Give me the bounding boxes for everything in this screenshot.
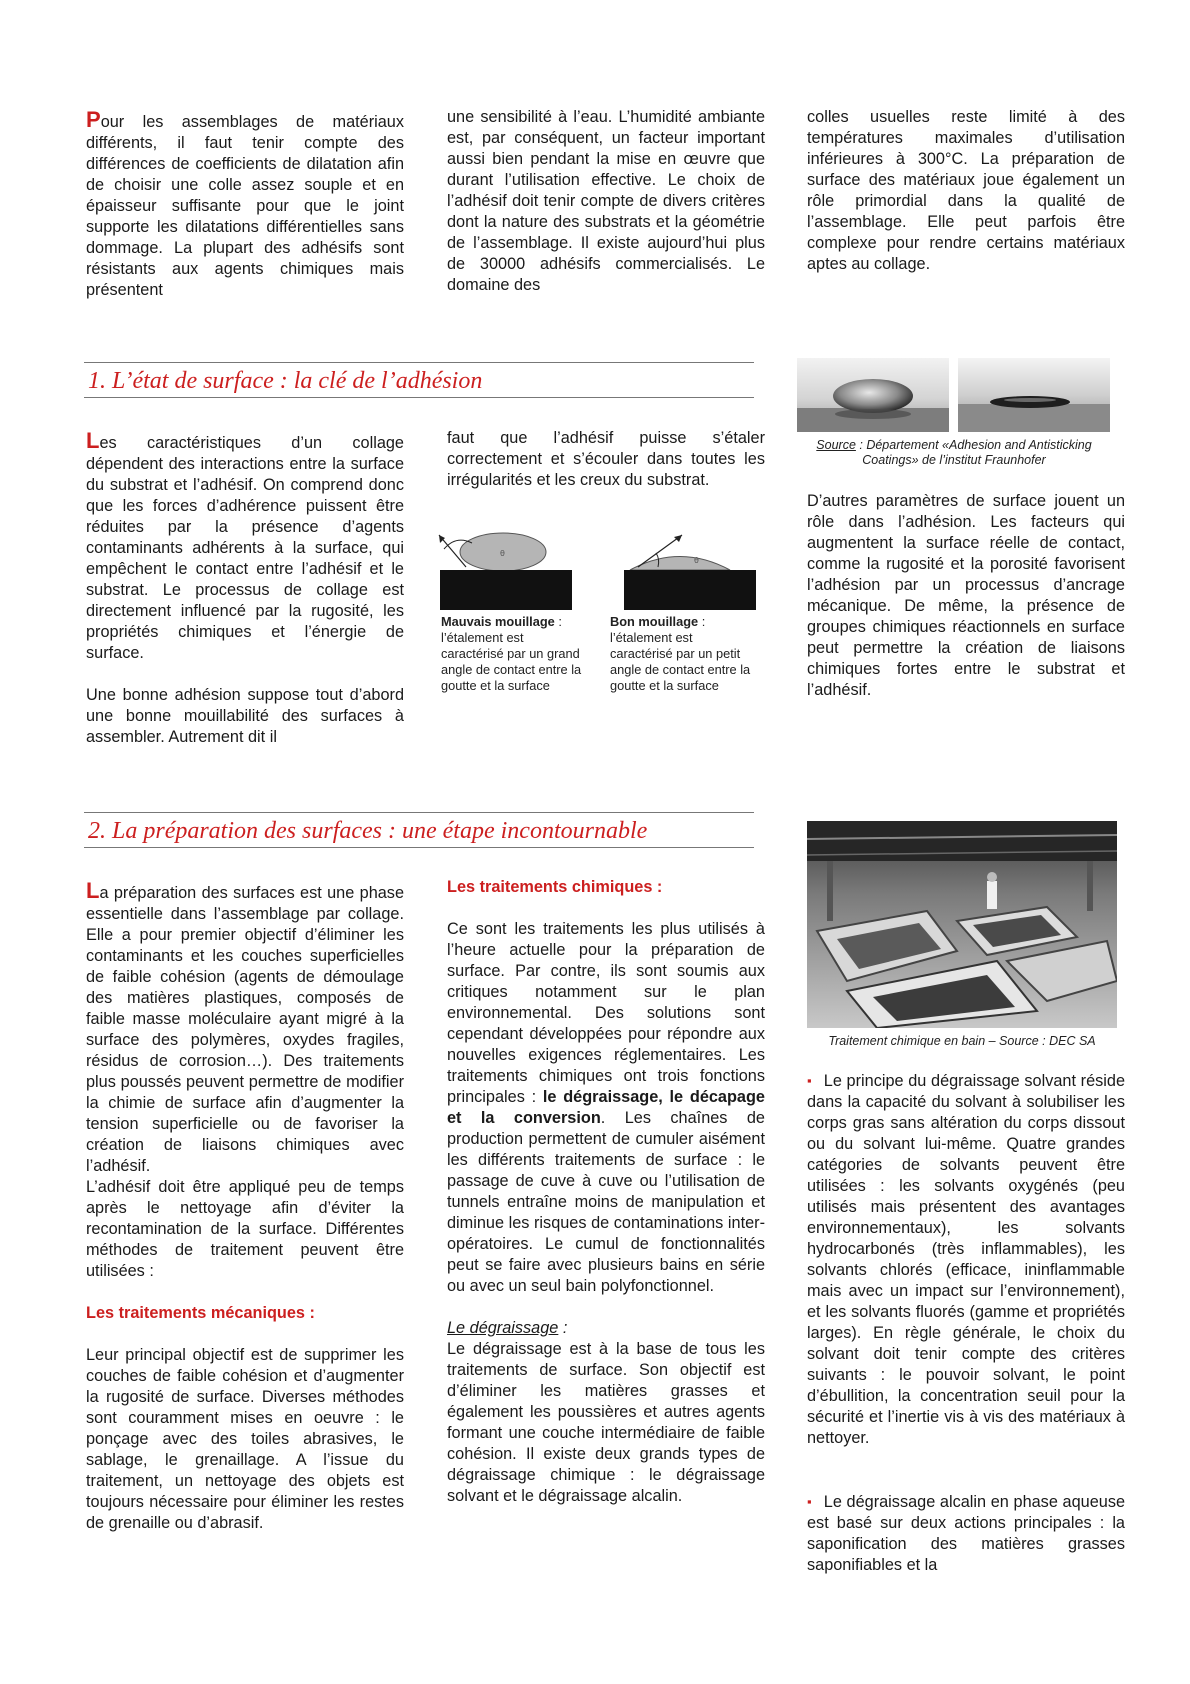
mechanical-treatments-text: Leur principal objectif est de supprimer les couches de faible cohésion et d’augmenter la rugosité de surface. Diverses méthodes sont couramment mises en oeuvre : le ponçage avec des toiles abrasives, le sablage, le grenaillage. A l’issue du traitement, un nettoyage des objets est toujours nécessaire pour éliminer les restes de grenaille ou d’abrasif. (86, 1346, 404, 1532)
droplet-photo-left (797, 358, 949, 432)
intro-text-2: une sensibilité à l’eau. L’humidité ambiante est, par conséquent, un facteur important aussi bien pendant la mise en œuvre que durant l’utilisation effective. Le choix de l’adhésif doit tenir compte de divers critères dont la nature des substrats et la géométrie de l’assemblage. Il existe aujourd’hui plus de 30000 adhésifs commercialisés. Le domaine des (447, 108, 765, 294)
section-1-text-3: faut que l’adhésif puisse s’étaler correctement et s’écouler dans toutes les irrégularités et les creux du substrat. (447, 429, 765, 489)
alkaline-degreasing-text: Le dégraissage alcalin en phase aqueuse est basé sur deux actions principales : la saponification des matières grasses saponifiables et la (807, 1493, 1126, 1574)
good-wetting-diagram (620, 525, 760, 611)
bullet-icon: ▪ (807, 1073, 812, 1088)
intro-text-3: colles usuelles reste limité à des températures maximales d’utilisation inférieures à 300°C. La préparation de surface des matériaux joue également un rôle primordial dans la qualité de l’assemblage. Elle peut parfois être complexe pour rendre certains matériaux aptes au collage. (807, 108, 1125, 273)
intro-text-1: our les assemblages de matériaux différents, il faut tenir compte des différences de coefficients de dilatation afin de choisir une colle assez souple et en épaisseur suffisante pour que le joint supporte les dilatations différentielles sans dommage. La plupart des adhésifs sont résistants aux agents chimiques mais présentent (86, 113, 404, 299)
droplet-photo-right (958, 358, 1110, 432)
chemical-treatments-text-b: . Les chaînes de production permettent de cumuler aisément les différents traitements de surface : le passage de cuve à cuve ou l’utilisation de tunnels entraîne moins de manipulation et diminue les risques de contaminations inter-opératoires. Le cumul de fonctionnalités peut se faire avec plusieurs bains en série ou avec un seul bain polyfonctionnel. (447, 1109, 765, 1295)
section-2-title: 2. La préparation des surfaces : une étape incontournable (84, 812, 754, 848)
good-wetting-title: Bon mouillage (610, 614, 699, 629)
intro-column-3 (807, 107, 1125, 275)
drop-cap: L (86, 428, 100, 453)
section-1-column-1 (86, 428, 404, 748)
section-1-title: 1. L’état de surface : la clé de l’adhésion (84, 362, 754, 398)
solvent-degreasing-text: Le principe du dégraissage solvant réside dans la capacité du solvant à solubiliser les corps gras sans altération du corps dissout ou du solvant lui-même. Quatre grandes catégories de solvants peuvent être utilisées : les solvants oxygénés (peu utilisés mais présentent des avantages environnementaux), les solvants hydrocarbonés (très inflammables), les solvants chlorés (efficace, ininflammable mais avec un impact sur l’environnement), et les solvants fluorés (gamme et propriétés larges). En règle générale, le choix du solvant doit tenir compte des critères suivants : le pouvoir solvant, le point d’ébullition, la concentration seuil pour la sécurité et l’inertie vis à vis des matériaux à nettoyer. (807, 1072, 1125, 1447)
angle-label: θ (694, 556, 699, 565)
good-wetting-caption: Bon mouillage : l’étalement est caractérisé par un petit angle de contact entre la goutte et la surface (610, 614, 751, 693)
drop-cap: L (86, 878, 100, 903)
section-1-column-3 (807, 491, 1125, 701)
degreasing-heading: Le dégraissage (447, 1319, 559, 1337)
bad-wetting-diagram (436, 525, 576, 611)
good-wetting-text: l’étalement est caractérisé par un petit angle de contact entre la goutte et la surface (610, 630, 751, 693)
section-1-column-2 (447, 428, 765, 491)
section-1-text-4: D’autres paramètres de surface jouent un rôle dans l’adhésion. Les facteurs qui augmentent la surface réelle de contact, comme la rugosité et la porosité favorisent l’adhésion par un processus d’ancrage mécanique. De même, la présence de groupes chimiques réactionnels en surface peut permettre la création de liaisons chimiques fortes entre le substrat et l’adhésif. (807, 492, 1125, 699)
droplet-photo-caption: Source : Département «Adhesion and Antisticking Coatings» de l’institut Fraunhofer (816, 438, 1092, 467)
section-2-text-1: a préparation des surfaces est une phase essentielle dans l’assemblage par collage. Elle a pour premier objectif d’éliminer les contaminants et les couches superficielles de faible cohésion (agents de démoulage des matières plastiques, composés de faible masse moléculaire ayant migré à la surface des polymères, oxydes fragiles, résidus de corrosion…). Des traitements plus poussés peuvent permettre de modifier la chimie de surface afin d’augmenter la tension superficielle ou de favoriser la création de liaisons chimiques avec l’adhésif. (86, 884, 404, 1175)
drop-cap: P (86, 107, 101, 132)
section-1-text-1: es caractéristiques d’un collage dépendent des interactions entre la surface du substrat et l’adhésif. On comprend donc que les forces d’adhérence puissent être réduites par la présence d’agents contaminants adhérents à la surface, qui empêchent le contact entre l’adhésif et le substrat. Le processus de collage est directement influencé par la rugosité, les propriétés chimiques et l’énergie de surface. (86, 434, 404, 662)
degreasing-text: Le dégraissage est à la base de tous les traitements de surface. Son objectif est d’éliminer les matières grasses et également les poussières et autres agents formant une couche intermédiaire de faible cohésion. Il existe deux grands types de dégraissage chimique : le dégraissage solvant et le dégraissage alcalin. (447, 1340, 765, 1505)
chemical-treatments-bold: le dégraissage, le décapage et la conversion (447, 1088, 765, 1127)
bullet-icon: ▪ (807, 1494, 812, 1509)
caption-source-label: Source (816, 438, 856, 452)
section-2-column-3 (807, 1070, 1125, 1576)
chemical-bath-caption: Traitement chimique en bain – Source : DEC SA (828, 1034, 1096, 1048)
section-2-column-1 (86, 878, 404, 1534)
intro-column-1 (86, 107, 404, 301)
section-2-column-2: Les traitements chimiques : Ce sont les traitements les plus utilisés à l’heure actuelle pour la préparation de surface. Par contre, ils sont soumis aux critiques notamment sur le plan environnemental. Des solutions sont cependant développées pour répondre aux nouvelles exigences réglementaires. Les traitements chimiques ont trois fonctions principales : le dégraissage, le décapage et la conversion. Les chaînes de production permettent de cumuler aisément les différents traitements de surface : le passage de cuve à cuve ou l’utilisation de tunnels entraîne moins de manipulation et diminue les risques de contaminations inter-opératoires. Le cumul de fonctionnalités peut se faire avec plusieurs bains en série ou avec un seul bain polyfonctionnel. Le dégraissage : Le dégraissage est à la base de tous les traitements de surface. Son objectif est d’éliminer les matières grasses et également les poussières et autres agents formant une couche intermédiaire de faible cohésion. Il existe deux grands types de dégraissage chimique : le dégraissage solvant et le dégraissage alcalin. (447, 878, 765, 1505)
bad-wetting-title: Mauvais mouillage (441, 614, 555, 629)
chemical-bath-photo (807, 821, 1117, 1028)
section-1-text-2: Une bonne adhésion suppose tout d’abord une bonne mouillabilité des surfaces à assembler. Autrement dit il (86, 686, 404, 746)
bad-wetting-text: l’étalement est caractérisé par un grand angle de contact entre la goutte et la surface (441, 630, 582, 693)
chemical-treatments-text-a: Ce sont les traitements les plus utilisés à l’heure actuelle pour la préparation de surface. Par contre, ils sont soumis aux critiques notamment sur le plan environnemental. Des solutions sont cependant développées pour répondre aux nouvelles exigences réglementaires. Les traitements chimiques ont trois fonctions principales : (447, 920, 765, 1106)
chemical-treatments-heading: Les traitements chimiques : (447, 878, 663, 896)
intro-column-2 (447, 107, 765, 296)
mechanical-treatments-heading: Les traitements mécaniques : (86, 1304, 315, 1322)
section-2-text-2: L’adhésif doit être appliqué peu de temps après le nettoyage afin d’éviter la recontamination de la surface. Différentes méthodes de traitement peuvent être utilisées : (86, 1178, 404, 1280)
angle-label: θ (500, 549, 505, 558)
bad-wetting-caption: Mauvais mouillage : l’étalement est caractérisé par un grand angle de contact entre la goutte et la surface (441, 614, 582, 693)
